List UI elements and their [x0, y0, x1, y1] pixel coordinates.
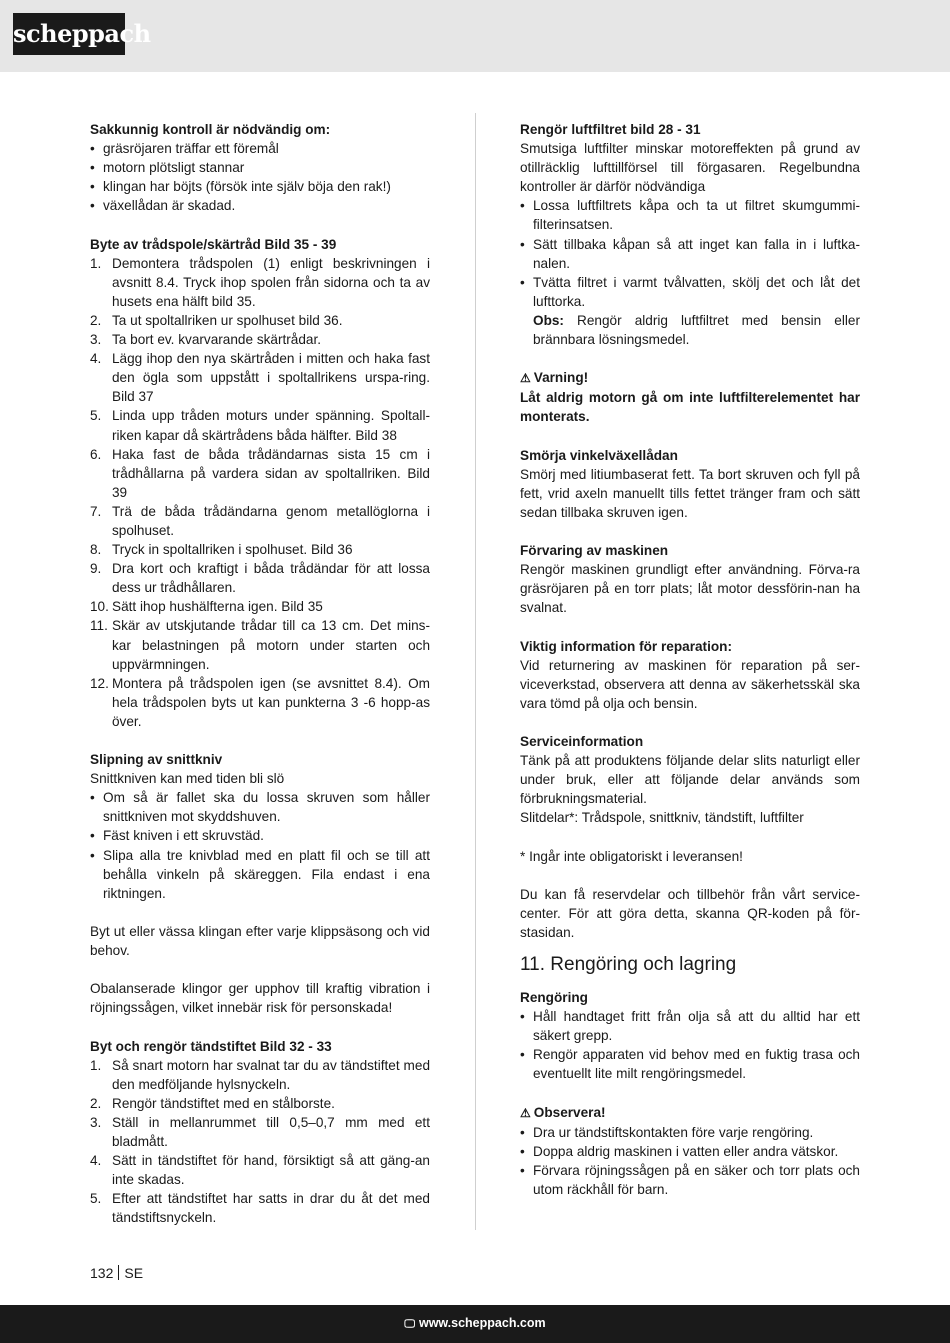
list-item-text: Tvätta filtret i varmt tvålvatten, skölj det och låt det lufttorka. [533, 274, 860, 309]
warning-text: Låt aldrig motorn gå om inte luftfilterelementet har monterats. [520, 390, 860, 425]
list-item: • Doppa aldrig maskinen i vatten eller andra vätskor. [520, 1142, 860, 1161]
observe-title: Observera! [533, 1104, 606, 1120]
column-divider [475, 113, 476, 1230]
list-item: 1. Demontera trådspolen (1) enligt beskrivningen i avsnitt 8.4. Tryck ihop spolen från sidorna och ta av husets ena hälft bild 35. [90, 254, 430, 311]
observe-heading [520, 1103, 860, 1123]
delivery-note: * Ingår inte obligatoriskt i leveransen! [520, 848, 743, 864]
header-band [0, 0, 950, 72]
footer-band [0, 1305, 950, 1343]
footer-url [0, 1316, 950, 1331]
list-item: 5. Linda upp tråden moturs under spänning. Spoltall-riken kapar då skärtrådens båda hälfter. Bild 38 [90, 406, 430, 444]
wear-parts-text: Slitdelar*: Trådspole, snittkniv, tändstift, luftfilter [520, 810, 804, 826]
list-item: • Dra ur tändstiftskontakten före varje rengöring. [520, 1123, 860, 1142]
air-filter-intro: Smutsiga luftfilter minskar motoreffekten på grund av otillräcklig lufttillförsel till förgasaren. Regelbundna kontroller är därför nödvändiga [520, 141, 860, 195]
list-item: 5. Efter att tändstiftet har satts in drar du åt det med tändstiftsnyckeln. [90, 1189, 430, 1227]
section-title-expert-check: Sakkunnig kontroll är nödvändig om: [90, 122, 331, 137]
list-item: 12. Montera på trådspolen igen (se avsnittet 8.4). Om hela trådspolen byts ut kan punkterna 3 -6 hopp-as över. [90, 674, 430, 731]
warning-triangle-icon: ⚠ [520, 371, 531, 386]
knife-intro: Snittkniven kan med tiden bli slö [90, 771, 285, 787]
list-item: 9. Dra kort och kraftigt i båda trådändar för att lossa dess ur trådhållaren. [90, 559, 430, 597]
gearbox-text: Smörj med litiumbaserat fett. Ta bort skruven och fyll på fett, vrid axeln manuellt tills fettet tränger fram och sätt sedan tillbaka skruven igen. [520, 466, 860, 520]
list-item: 2. Ta ut spoltallriken ur spolhuset bild 36. [90, 311, 430, 330]
cleaning-list [520, 1007, 860, 1083]
chapter-title-cleaning-storage: 11. Rengöring och lagring [520, 954, 737, 976]
list-item: • Rengör apparaten vid behov med en fuktig trasa och eventuellt lite milt rengöringsmedel. [520, 1045, 860, 1083]
list-item [520, 273, 860, 349]
obs-label: Obs: [533, 312, 564, 328]
list-item: • klingan har böjts (försök inte själv böja den rak!) [90, 177, 430, 196]
section-title-service-info: Serviceinformation [520, 734, 644, 749]
spark-plug-steps [90, 1056, 430, 1228]
globe-icon: 🖵 [404, 1318, 415, 1330]
list-item: 11. Skär av utskjutande trådar till ca 13 cm. Det mins-kar belastningen på motorn under starten och uppvärmningen. [90, 616, 430, 673]
section-title-repair-info: Viktig information för reparation: [520, 638, 732, 654]
list-item: 10. Sätt ihop hushälfterna igen. Bild 35 [90, 597, 430, 616]
list-item: 7. Trä de båda trådändarna genom metallöglorna i spolhuset. [90, 502, 430, 540]
section-title-air-filter: Rengör luftfiltret bild 28 - 31 [520, 122, 701, 137]
list-item: 1. Så snart motorn har svalnat tar du av tändstiftet med den medföljande hylsnyckeln. [90, 1056, 430, 1094]
unbalanced-blade-paragraph: Obalanserade klingor ger upphov till kraftig vibration i röjningssågen, vilket innebär risk för personskada! [90, 981, 430, 1016]
page-number-value: 132 [90, 1265, 114, 1281]
expert-check-list [90, 139, 430, 215]
repair-info-text: Vid returnering av maskinen för reparation på ser-viceverkstad, observera att denna av säkerhetsskäl ska vara tömd på olja och bensin. [520, 657, 860, 711]
observe-list [520, 1123, 860, 1199]
page-number [90, 1264, 143, 1282]
air-filter-list [520, 196, 860, 349]
spare-parts-text: Du kan få reservdelar och tillbehör från vårt service-center. För att göra detta, skanna QR-koden på för-stasidan. [520, 886, 860, 940]
list-item: 3. Ta bort ev. kvarvarande skärtrådar. [90, 330, 430, 349]
blade-replace-paragraph: Byt ut eller vässa klingan efter varje klippsäsong och vid behov. [90, 923, 430, 959]
page-number-separator [118, 1265, 119, 1280]
list-item: • Lossa luftfiltrets kåpa och ta ut filtret skumgummi-filterinsatsen. [520, 196, 860, 234]
warning-triangle-icon: ⚠ [520, 1105, 531, 1120]
section-title-cleaning: Rengöring [520, 990, 588, 1006]
warning-title: Varning! [533, 370, 589, 386]
left-column [90, 120, 430, 1227]
storage-text: Rengör maskinen grundligt efter användning. Förva-ra gräsröjaren på en torr plats; låt motor dessförin-nan ha svalnat. [520, 562, 860, 616]
list-item: • motorn plötsligt stannar [90, 158, 430, 177]
list-item: 3. Ställ in mellanrummet till 0,5–0,7 mm med ett bladmått. [90, 1113, 430, 1151]
list-item: • Sätt tillbaka kåpan så att inget kan falla in i luftka-nalen. [520, 235, 860, 273]
list-item: • Förvara röjningssågen på en säker och torr plats och utom räckhåll för barn. [520, 1161, 860, 1199]
warning-heading [520, 368, 860, 388]
right-column [520, 120, 860, 1199]
list-item: 6. Haka fast de båda trådändarnas sista 15 cm i trådhållarna på vardera sidan av spoltallriken. Bild 39 [90, 445, 430, 502]
list-item: • gräsröjaren träffar ett föremål [90, 139, 430, 158]
list-item: 2. Rengör tändstiftet med en stålborste. [90, 1094, 430, 1113]
list-item: 8. Tryck in spoltallriken i spolhuset. Bild 36 [90, 540, 430, 559]
website-link[interactable]: www.scheppach.com [418, 1316, 546, 1330]
list-item: • växellådan är skadad. [90, 196, 430, 215]
page-language: SE [124, 1265, 144, 1281]
obs-text: Rengör aldrig luftfiltret med bensin eller brännbara lösningsmedel. [533, 312, 860, 348]
scheppach-logo: scheppach [13, 13, 125, 55]
section-title-spark-plug: Byt och rengör tändstiftet Bild 32 - 33 [90, 1038, 332, 1054]
section-title-gearbox: Smörja vinkelväxellådan [520, 447, 678, 463]
section-title-spool-replacement: Byte av trådspole/skärtråd Bild 35 - 39 [90, 236, 337, 252]
list-item: 4. Lägg ihop den nya skärtråden i mitten och haka fast den ögla som uppstått i spoltallrikens urspa-ring. Bild 37 [90, 349, 430, 406]
service-info-text: Tänk på att produktens följande delar slits naturligt eller under bruk, eller att följande delar används som förbrukningsmaterial. [520, 753, 860, 807]
list-item: • Håll handtaget fritt från olja så att du alltid har ett säkert grepp. [520, 1007, 860, 1045]
list-item: • Fäst kniven i ett skruvstäd. [90, 826, 430, 845]
list-item: • Slipa alla tre knivblad med en platt fil och se till att behålla vinkeln på skäreggen. Fila endast i ena riktningen. [90, 846, 430, 903]
list-item: 4. Sätt in tändstiftet för hand, försiktigt så att gäng-an inte skadas. [90, 1151, 430, 1189]
knife-sharpening-list [90, 788, 430, 903]
section-title-storage: Förvaring av maskinen [520, 543, 669, 559]
spool-replacement-steps [90, 254, 430, 731]
list-item: • Om så är fallet ska du lossa skruven som håller snittkniven mot skyddshuven. [90, 788, 430, 826]
section-title-knife-sharpening: Slipning av snittkniv [90, 752, 223, 768]
